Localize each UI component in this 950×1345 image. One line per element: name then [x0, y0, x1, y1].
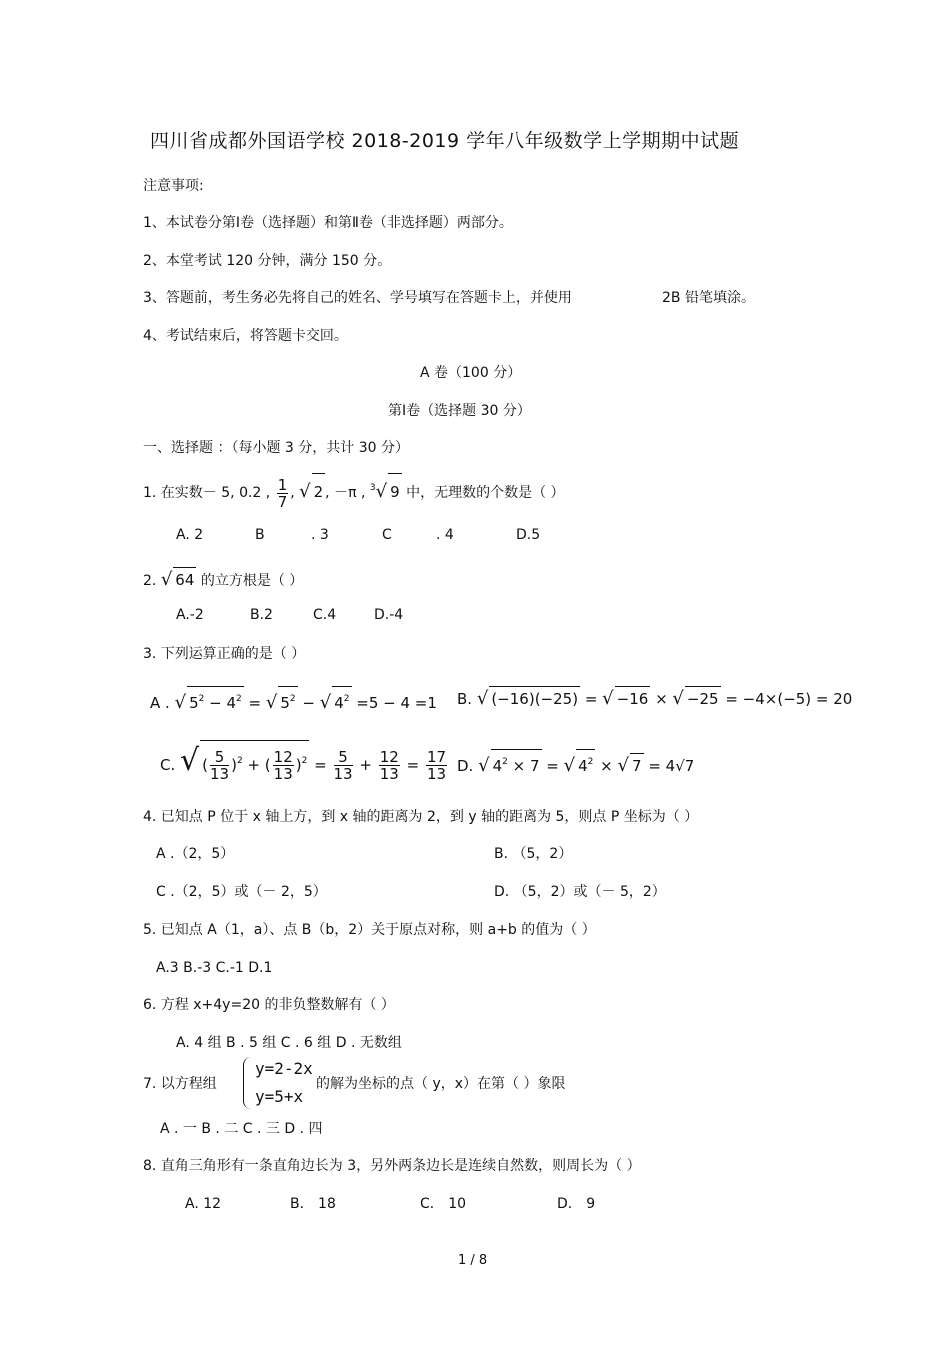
q3-c-f1-den: 13 [210, 765, 230, 783]
q3-c-r1-num: 5 [334, 749, 353, 766]
section-a-heading: A 卷（100 分） [420, 365, 522, 381]
q3-c-r1-den: 13 [333, 765, 353, 783]
q1-option-b-val: . 3 [311, 527, 329, 543]
q4-option-d: D. （5，2）或（－ 5，2） [494, 884, 666, 900]
q3-option-c: C. √ ( $\frac{5}{13}$ )$^2$ + ( $\frac{12}{13}$ )$^2$ = $\frac{5}{13}$ + $\frac{12}{13}$ = $\frac{17}{13}$ [160, 740, 449, 785]
q3-c-r2-den: 13 [379, 765, 399, 783]
notice-item-1: 1、本试卷分第Ⅰ卷（选择题）和第Ⅱ卷（非选择题）两部分。 [143, 215, 513, 231]
q8-option-b: B． 18 [290, 1196, 336, 1212]
q2-number: 2. [143, 573, 157, 589]
q3-option-b: B. √ (−16)(−25) = √ −16 × √ −25 = −4×(−5) = 20 [457, 688, 853, 709]
q3-c-r2-num: 12 [379, 748, 399, 766]
q3-c-eq1: = [314, 756, 327, 774]
q1-option-c: C [382, 527, 392, 543]
notice-item-2: 2、本堂考试 120 分钟，满分 150 分。 [143, 253, 392, 269]
page-title: 四川省成都外国语学校 2018-2019 学年八年级数学上学期期中试题 [150, 130, 740, 152]
q8-option-a: A. 12 [185, 1196, 222, 1212]
q4-option-a: A .（2，5） [156, 846, 235, 862]
q2-option-b: B.2 [250, 607, 273, 623]
notice-item-3-end: 2B 铅笔填涂。 [662, 290, 755, 306]
q1-cbrt-radicand: 9 [388, 473, 402, 510]
q2-stem [143, 567, 303, 593]
q6-stem: 6. 方程 x+4y=20 的非负整数解有（ ） [143, 997, 395, 1013]
q8-option-d: D． 9 [557, 1196, 596, 1212]
q3-b-expr: = −4×(−5) = 20 [725, 690, 853, 708]
q4-option-b: B. （5，2） [494, 846, 573, 862]
q1-prefix: 1. 在实数－ 5, 0.2 , [143, 485, 271, 501]
part-one-heading: 第Ⅰ卷（选择题 30 分） [388, 403, 531, 419]
q1-option-d: D.5 [516, 527, 541, 543]
notice-heading: 注意事项: [143, 178, 204, 194]
q1-option-b: B [255, 527, 265, 543]
q3-c-r3-num: 17 [426, 748, 447, 766]
choice-heading: 一、选择题 ：（每小题 3 分，共计 30 分） [143, 440, 409, 456]
q2-sqrt: √ 64 [160, 569, 195, 590]
q8-option-c: C． 10 [420, 1196, 467, 1212]
q5-stem: 5. 已知点 A（1，a）、点 B（b，2）关于原点对称，则 a+b 的值为（ ） [143, 922, 596, 938]
q8-stem: 8. 直角三角形有一条直角边长为 3，另外两条边长是连续自然数，则周长为（ ） [143, 1158, 641, 1174]
notice-item-3: 3、答题前，考生务必先将自己的姓名、学号填写在答题卡上，并使用 [143, 290, 572, 306]
q3-c-label: C. [160, 756, 176, 774]
q6-options: A. 4 组 B . 5 组 C . 6 组 D . 无数组 [176, 1035, 402, 1051]
q1-suffix: 中，无理数的个数是（ ） [406, 485, 565, 501]
page-number: 1 / 8 [458, 1253, 488, 1268]
q2-radicand: 64 [173, 567, 196, 592]
q3-d-expr: = 4√7 [648, 757, 695, 775]
q1-neg-pi: －π , [334, 485, 366, 501]
q2-option-a: A.-2 [176, 607, 204, 623]
q7-system-brace [243, 1057, 254, 1109]
q1-stem: 1. 在实数－ 5, 0.2 , $\frac{1}{7}$ , √ 2 , －π , $^3$√ 9 中，无理数的个数是（ ） [143, 470, 565, 511]
q1-sqrt2-radicand: 2 [312, 473, 326, 510]
q5-options: A.3 B.-3 C.-1 D.1 [156, 960, 273, 976]
q7-suffix: 的解为坐标的点（ y，x）在第（ ）象限 [316, 1076, 566, 1092]
q1-option-a: A. 2 [176, 527, 204, 543]
q1-frac-num: 1 [277, 475, 288, 494]
q3-c-r3-den: 13 [426, 765, 447, 783]
q3-c-f2-den: 13 [273, 765, 293, 783]
q7-options: A . 一 B . 二 C . 三 D . 四 [160, 1121, 323, 1137]
q3-d-label: D. [457, 757, 474, 775]
q1-sqrt2: √ 2 [299, 483, 325, 501]
q3-a-label: A . [150, 694, 170, 712]
q3-stem: 3. 下列运算正确的是（ ） [143, 646, 306, 662]
q7-equation-1: y=2-2x [255, 1059, 313, 1078]
q3-option-a: A . √ $5^2 - 4^2$ = √ $5^2$ − √ $4^2 =5 - 4 =1$ [150, 686, 437, 715]
q2-text: 的立方根是（ ） [200, 573, 304, 589]
q4-stem: 4. 已知点 P 位于 x 轴上方，到 x 轴的距离为 2，到 y 轴的距离为 5，则点 P 坐标为（ ） [143, 809, 699, 825]
q3-c-eq2: = [406, 756, 420, 774]
q1-cbrt: $^3$√ 9 [370, 483, 402, 501]
q7-equation-2: y=5+x [255, 1087, 304, 1106]
q3-option-d: D. √ $4^2 \times 7$ = √ $4^2$ × √ 7 = 4√7 [457, 749, 694, 778]
q1-cbrt-index: 3 [369, 483, 376, 493]
q1-fraction [277, 477, 289, 510]
q2-option-d: D.-4 [374, 607, 404, 623]
q3-c-f2-num: 12 [273, 748, 293, 766]
q1-frac-den: 7 [277, 492, 288, 511]
notice-item-4: 4、考试结束后，将答题卡交回。 [143, 328, 348, 344]
q3-c-f1-num: 5 [210, 749, 229, 766]
q4-option-c: C .（2，5）或（－ 2，5） [156, 884, 327, 900]
q3-b-label: B. [457, 690, 473, 708]
q7-prefix: 7. 以方程组 [143, 1076, 217, 1092]
q1-option-c-val: . 4 [436, 527, 454, 543]
q3-a-expr: =5 − 4 =1 [356, 694, 437, 712]
q2-option-c: C.4 [313, 607, 337, 623]
